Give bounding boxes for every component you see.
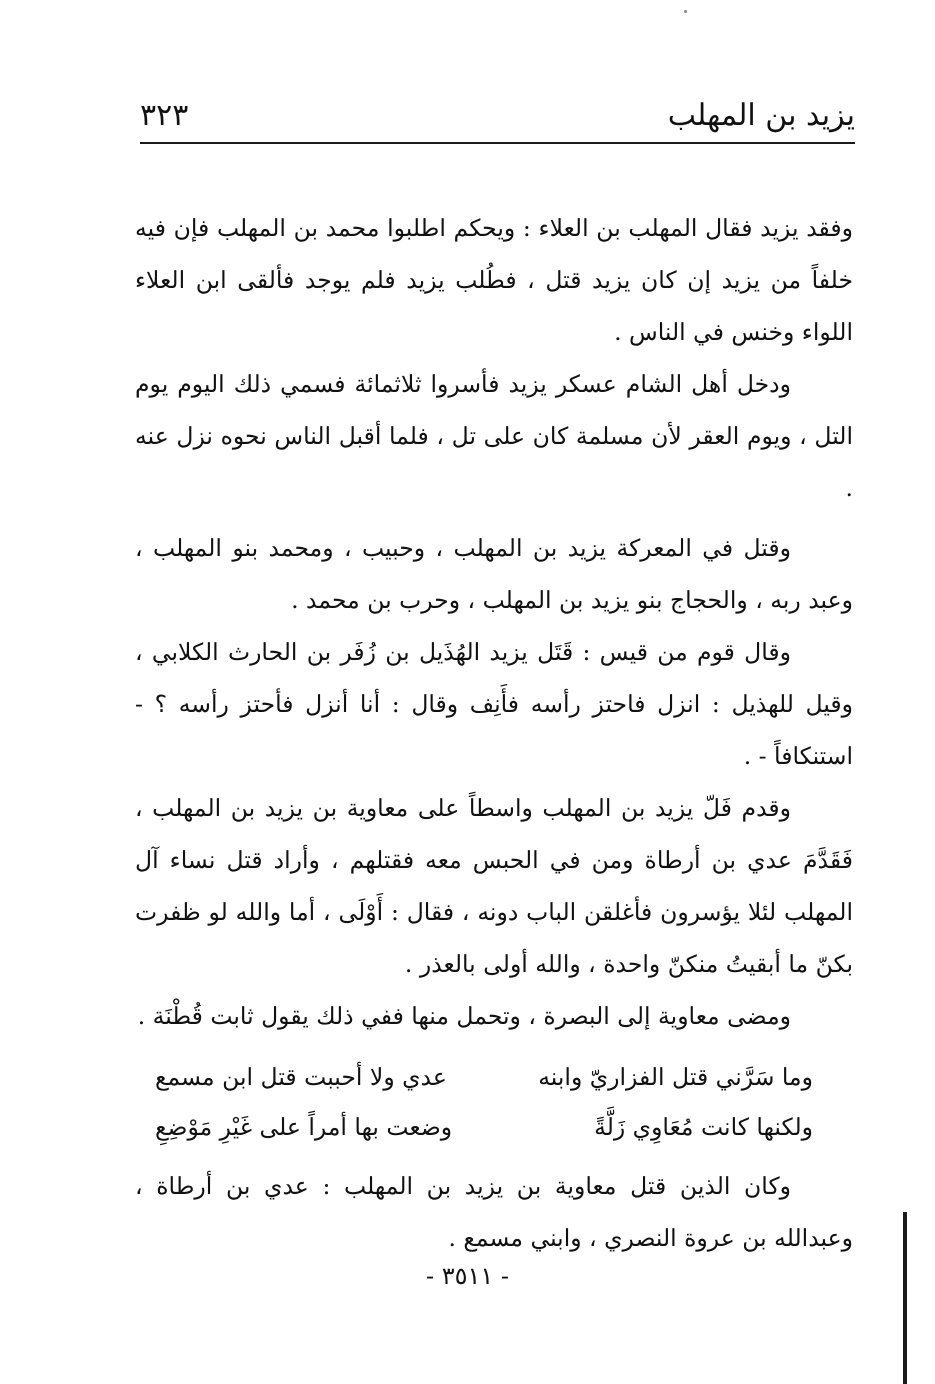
verse-second-hemistich: عدي ولا أحببت قتل ابن مسمع [155, 1063, 447, 1091]
scan-edge-mark [903, 1212, 907, 1384]
verse-line [135, 1102, 853, 1152]
paragraph: وقتل في المعركة يزيد بن المهلب ، وحبيب ، ومحمد بنو المهلب ، وعبد ربه ، والحجاج بنو يزيد بن المهلب ، وحرب بن محمد . [135, 534, 853, 614]
verse-first-hemistich: وما سَرَّني قتل الفزاريّ وابنه [538, 1063, 813, 1091]
paragraph: ومضى معاوية إلى البصرة ، وتحمل منها ففي ذلك يقول ثابت قُطْنَة . [137, 1002, 791, 1030]
paragraph: ودخل أهل الشام عسكر يزيد فأسروا ثلاثمائة فسمي ذلك اليوم يوم التل ، ويوم العقر لأن مسلمة كان على تل ، فلما أقبل الناس نحوه نزل عنه . [135, 370, 853, 502]
closing-paragraph: وكان الذين قتل معاوية بن يزيد بن المهلب : عدي بن أرطاة ، وعبدالله بن عروة النصري ، وابني مسمع . [135, 1172, 853, 1252]
footer-page-number: - ٣٥١١ - [425, 1262, 510, 1290]
paragraph: وقال قوم من قيس : قَتَل يزيد الهُذَيل بن زُفَر بن الحارث الكلابي ، وقيل للهذيل : انزل فاحتز رأسه فأَنِف وقال : أنا أنزل فأحتز رأسه ؟ - استنكافاً - . [135, 638, 853, 770]
page-number: ٣٢٣ [140, 98, 189, 133]
poem-verse [135, 1052, 853, 1152]
page-body [135, 202, 853, 1264]
page-header [140, 88, 855, 144]
verse-line [135, 1052, 853, 1102]
paragraph: وقدم فَلّ يزيد بن المهلب واسطاً على معاوية بن يزيد بن المهلب ، فَقَدَّمَ عدي بن أرطاة ومن في الحبس معه فقتلهم ، وأراد قتل نساء آل المهلب لئلا يؤسرون فأغلقن الباب دونه ، فقال : أَوْلَى ، أما والله لو ظفرت بكنّ ما أبقيتُ منكنّ واحدة ، والله أولى بالعذر . [135, 794, 853, 978]
verse-second-hemistich: وضعت بها أمراً على غَيْرِ مَوْضِعِ [155, 1113, 453, 1141]
scan-speck [684, 10, 687, 13]
verse-first-hemistich: ولكنها كانت مُعَاوِي زَلَّةً [594, 1113, 813, 1141]
running-title: يزيد بن المهلب [667, 98, 855, 133]
paragraph: وفقد يزيد فقال المهلب بن العلاء : ويحكم اطلبوا محمد بن المهلب فإن فيه خلفاً من يزيد إن كان يزيد قتل ، فطُلب يزيد فلم يوجد فألقى ابن العلاء اللواء وخنس في الناس . [135, 214, 853, 346]
